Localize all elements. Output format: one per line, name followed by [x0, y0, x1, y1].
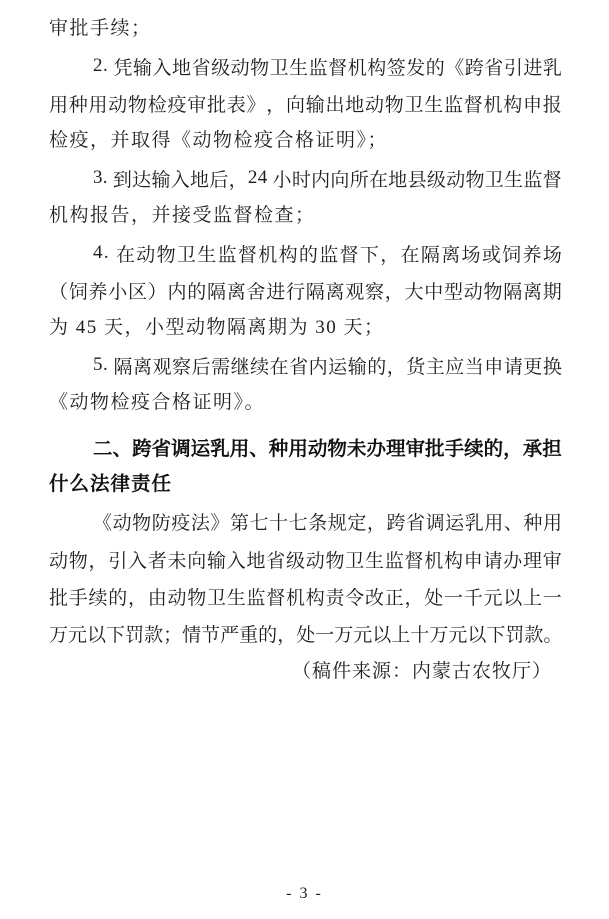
document-line: 检疫，并取得《动物检疫合格证明》；	[49, 130, 389, 152]
document-line: （稿件来源：内蒙古农牧厅）	[291, 660, 552, 682]
document-line: 万 元 以 下 罚 款 ； 情 节 严 重 的 ， 处 一 万 元 以 上 十 万 元 以 下 罚 款 。	[49, 625, 563, 647]
document-line: 审批手续；	[49, 18, 152, 39]
document-line: 2 . 凭 输 入 地 省 级 动 物 卫 生 监 督 机 构 签 发 的 《 跨 省 引 进 乳	[93, 55, 562, 79]
document-line: 4 . 在 动 物 卫 生 监 督 机 构 的 监 督 下 ， 在 隔 离 场 或 饲 养 场	[93, 242, 562, 266]
page-number: - 3 -	[286, 885, 323, 902]
document-body	[49, 10, 562, 690]
document-line: 《动物检疫合格证明》。	[49, 391, 266, 413]
document-line: 《 动 物 防 疫 法 》 第 七 十 七 条 规 定 ， 跨 省 调 运 乳 用 、 种 用	[93, 513, 562, 535]
document-line: 5 . 隔 离 观 察 后 需 继 续 在 省 内 运 输 的 ， 货 主 应 当 申 请 更 换	[93, 354, 562, 378]
document-line: 为 45 天，小型动物隔离期为 30 天；	[49, 317, 385, 339]
document-line: 批 手 续 的 ， 由 动 物 卫 生 监 督 机 构 责 令 改 正 ， 处 一 千 元 以 上 一	[49, 588, 562, 610]
section-heading-line: 什么法律责任	[49, 472, 173, 495]
section-heading-line: 二 、 跨 省 调 运 乳 用 、 种 用 动 物 未 办 理 审 批 手 续 的 ， 承 担	[93, 437, 562, 460]
document-line: 用 种 用 动 物 检 疫 审 批 表 》 ， 向 输 出 地 动 物 卫 生 监 督 机 构 申 报	[49, 94, 562, 116]
document-line: 动 物 ， 引 入 者 未 向 输 入 地 省 级 动 物 卫 生 监 督 机 构 申 请 办 理 审	[49, 550, 562, 572]
document-line: 机构报告，并接受监督检查；	[49, 204, 316, 226]
document-line: 3 . 到 达 输 入 地 后 ， 2 4 小 时 内 向 所 在 地 县 级 动 物 卫 生 监 督	[93, 167, 562, 191]
document-line: （ 饲 养 小 区 ） 内 的 隔 离 舍 进 行 隔 离 观 察 ， 大 中 型 动 物 隔 离 期	[49, 281, 562, 303]
